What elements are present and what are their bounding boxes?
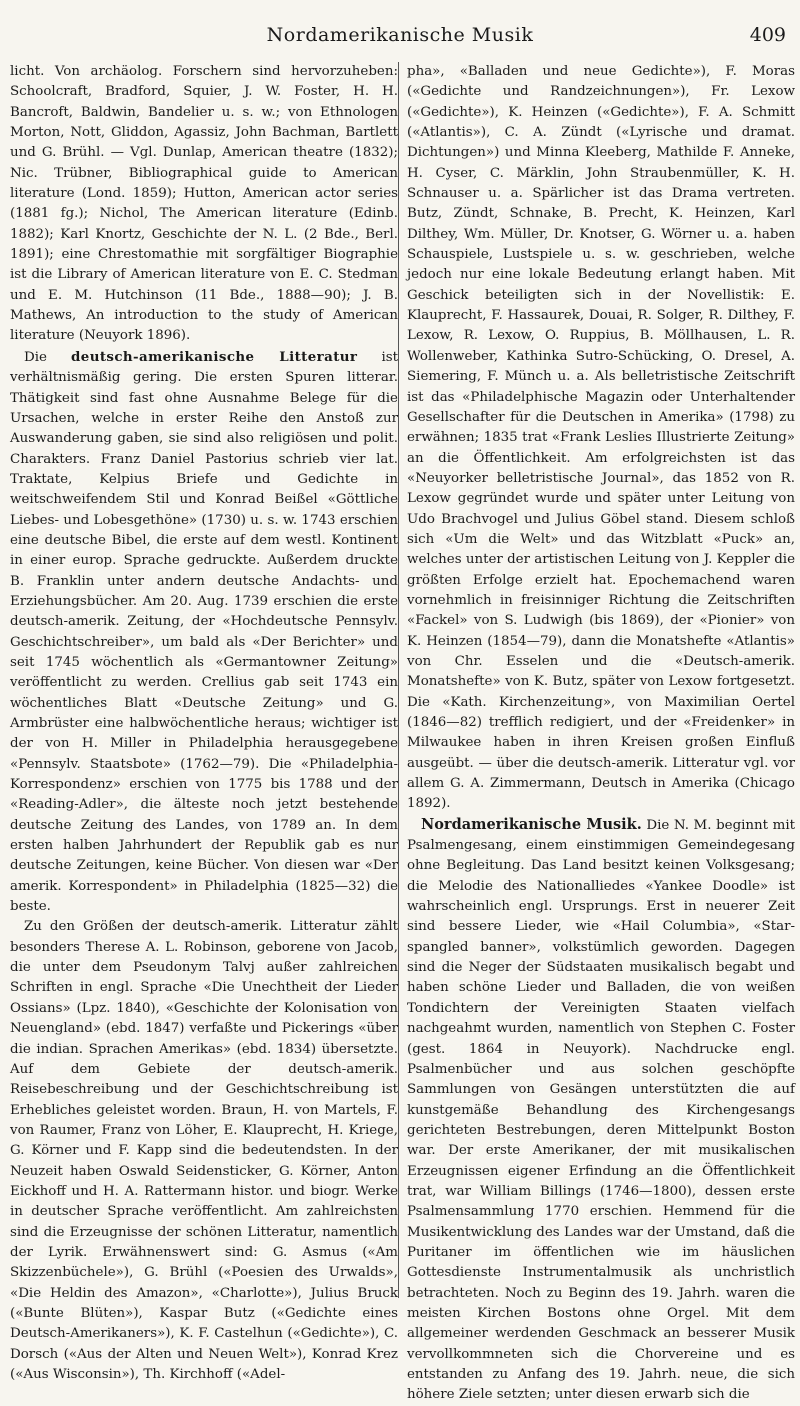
german-american-literature-paragraph bbox=[10, 347, 398, 918]
bibliography-paragraph: licht. Von archäolog. Forschern sind hervorzuheben: Schoolcraft, Bradford, Squier, J. W. Foster, H. H. Bancroft, Baldwin, Bandelier u. s. w.; von Ethnologen Morton, Nott, Gliddon, Agassiz, John Bachman, Bartlett und G. Brühl. — Vgl. Dunlap, American theatre (1832); Nic. Trübner, Bibliographical guide to American literature (Lond. 1859); Hutton, American actor series (1881 fg.); Nichol, The American literature (Edinb. 1882); Karl Knortz, Geschichte der N. L. (2 Bde., Berl. 1891); eine Chrestomathie mit sorgfältiger Biographie ist die Library of American literature von E. C. Stedman und E. M. Hutchinson (11 Bde., 1888—90); J. B. Mathews, An introduction to the study of American literature (Neuyork 1896). bbox=[10, 64, 398, 344]
column-divider bbox=[398, 62, 399, 1298]
keyword-deutsch-amerikanische-litteratur: deutsch-amerikanische Litteratur bbox=[71, 348, 358, 365]
right-column bbox=[407, 62, 795, 1406]
running-head bbox=[0, 14, 800, 54]
entry-body: Die N. M. beginnt mit Psalmengesang, einem einstimmigen Gemeindegesang ohne Begleitung. Das Land besitzt keinen Volksgesang; die Melodie des Nationalliedes «Yankee Doodle» ist wahrscheinlich engl. Ursprungs. Erst in neuerer Zeit sind bessere Lieder, wie «Hail Columbia», «Star-spangled banner», volkstümlich geworden. Dagegen sind die Neger der Südstaaten musikalisch begabt und haben schöne Lieder und Balladen, die von weißen Tondichtern der Vereinigten Staaten vielfach nachgeahmt wurden, namentlich von Stephen C. Foster (gest. 1864 in Neuyork). Nachdrucke engl. Psalmenbücher und aus solchen geschöpfte Sammlungen von Gesängen unterstützten die auf kunstgemäße Behandlung des Kirchengesangs gerichteten Bestrebungen, deren Mittelpunkt Boston war. Der erste Amerikaner, der mit musikalischen Erzeugnissen eigener Erfindung an die Öffentlichkeit trat, war William Billings (1746—1800), dessen erste Psalmensammlung 1770 erschien. Hemmend für die Musikentwicklung des Landes war der Umstand, daß die Puritaner im öffentlichen wie im häuslichen Gottesdienste Instrumentalmusik als unchristlich betrachteten. Noch zu Beginn des 19. Jahrh. waren die meisten Kirchen Bostons ohne Orgel. Mit dem allgemeiner werdenden Geschmack an besserer Musik vervollkommneten sich die Chorvereine und es entstanden zu Anfang des 19. Jahrh. neue, die sich höhere Ziele setzten; unter diesen erwarb sich die bbox=[407, 817, 795, 1403]
literature-continuation-paragraph: pha», «Balladen und neue Gedichte»), F. Moras («Gedichte und Randzeichnungen»), Fr. Lexow («Gedichte»), K. Heinzen («Gedichte»), F. A. Schmitt («Atlantis»), C. A. Zündt («Lyrische und dramat. Dichtungen») und Minna Kleeberg, Mathilde F. Anneke, H. Cyser, C. Märklin, John Straubenmüller, K. H. Schnauser u. a. Spärlicher ist das Drama vertreten. Butz, Zündt, Schnake, B. Precht, K. Heinzen, Karl Dilthey, Wm. Müller, Dr. Knotser, G. Wörner u. a. haben Schauspiele, Lustspiele u. s. w. geschrieben, welche jedoch nur eine lokale Bedeutung erlangt haben. Mit Geschick beteiligten sich in der Novellistik: E. Klauprecht, F. Hassaurek, Douai, R. Solger, R. Dilthey, F. Lexow, R. Lexow, O. Ruppius, B. Möllhausen, L. R. Wollenweber, Kathinka Sutro-Schücking, O. Dresel, A. Siemering, F. Münch u. a. Als belletristische Zeitschrift ist das «Philadelphische Magazin oder Unterhaltender Gesellschafter für die Deutschen in Amerika» (1798) zu erwähnen; 1835 trat «Frank Leslies Illustrierte Zeitung» an die Öffentlichkeit. Am erfolgreichsten ist das «Neuyorker belletristische Journal», das 1852 von R. Lexow gegründet wurde und später unter Leitung von Udo Brachvogel und Julius Göbel stand. Diesem schloß sich «Um die Welt» und das Witzblatt «Puck» an, welches unter der artistischen Leitung von J. Keppler die größten Erfolge erzielt hat. Epochemachend waren vornehmlich in freisinniger Richtung die Zeitschriften «Fackel» von S. Ludwigh (bis 1869), der «Pionier» von K. Heinzen (1854—79), dann die Monatshefte «Atlantis» von Chr. Esselen und die «Deutsch-amerik. Monatshefte» von K. Butz, später von Lexow fortgesetzt. Die «Kath. Kirchenzeitung», von Maximilian Oertel (1846—82) trefflich redigiert, und der «Freidenker» in Milwaukee haben in ihren Kreisen großen Einfluß ausgeübt. — über die deutsch-amerik. Litteratur vgl. vor allem G. A. Zimmermann, Deutsch in Amerika (Chicago 1892). bbox=[407, 64, 795, 812]
music-entry-paragraph bbox=[407, 815, 795, 1406]
left-column bbox=[10, 62, 398, 1385]
page-number: 409 bbox=[749, 24, 786, 46]
paragraph-lead-word: Die bbox=[24, 349, 47, 365]
entry-headword: Nordamerikanische Musik. bbox=[421, 815, 642, 833]
paragraph-body: ist verhältnismäßig gering. Die ersten Spuren litterar. Thätigkeit sind fast ohne Ausnahme Belege für die Ursachen, welche in erster Reihe den Anstoß zur Auswanderung gaben, sie sind also religiösen und polit. Charakters. Franz Daniel Pastorius schrieb vier lat. Traktate, Kelpius Briefe und Gedichte in weitschweifendem Stil und Konrad Beißel «Göttliche Liebes- und Lobesgethöne» (1730) u. s. w. 1743 erschien eine deutsche Bibel, die erste auf dem westl. Kontinent in einer europ. Sprache gedruckte. Außerdem druckte B. Franklin unter andern deutsche Andachts- und Erziehungsbücher. Am 20. Aug. 1739 erschien die erste deutsch-amerik. Zeitung, der «Hochdeutsche Pennsylv. Geschichtschreiber», um bald als «Der Berichter» und seit 1745 wöchentlich als «Germantowner Zeitung» veröffentlicht zu werden. Crellius gab seit 1743 ein wöchentliches Blatt «Deutsche Zeitung» und G. Armbrüster eine halbwöchentliche heraus; wichtiger ist der von H. Miller in Philadelphia herausgegebene «Pennsylv. Staatsbote» (1762—79). Die «Philadelphia-Korrespondenz» erschien von 1775 bis 1788 und der «Reading-Adler», die älteste noch jetzt bestehende deutsche Zeitung des Landes, von 1789 an. In dem ersten halben Jahrhundert der Republik gab es nur deutsche Zeitungen, keine Bücher. Von diesen war «Der amerik. Korrespondent» in Philadelphia (1825—32) die beste. bbox=[10, 349, 398, 915]
running-title: Nordamerikanische Musik bbox=[266, 24, 534, 46]
notable-authors-paragraph: Zu den Größen der deutsch-amerik. Litteratur zählt besonders Therese A. L. Robinson, geborene von Jacob, die unter dem Pseudonym Talvj außer zahlreichen Schriften in engl. Sprache «Die Unechtheit der Lieder Ossians» (Lpz. 1840), «Geschichte der Kolonisation von Neuengland» (ebd. 1847) verfaßte und Pickerings «über die indian. Sprachen Amerikas» (ebd. 1834) übersetzte. Auf dem Gebiete der deutsch-amerik. Reisebeschreibung und der Geschichtschreibung ist Erhebliches geleistet worden. Braun, H. von Martels, F. von Raumer, Franz von Löher, E. Klauprecht, H. Kriege, G. Körner und F. Kapp sind die bedeutendsten. In der Neuzeit haben Oswald Seidensticker, G. Körner, Anton Eickhoff und H. A. Rattermann histor. und biogr. Werke in deutscher Sprache veröffentlicht. Am zahlreichsten sind die Erzeugnisse der schönen Litteratur, namentlich der Lyrik. Erwähnenswert sind: G. Asmus («Am Skizzenbüchele»), G. Brühl («Poesien des Urwalds», «Die Heldin des Amazon», «Charlotte»), Julius Bruck («Bunte Blüten»), Kaspar Butz («Gedichte eines Deutsch-Amerikaners»), K. F. Castelhun («Gedichte»), C. Dorsch («Aus der Alten und Neuen Welt»), Konrad Krez («Aus Wisconsin»), Th. Kirchhoff («Adel- bbox=[10, 919, 398, 1382]
